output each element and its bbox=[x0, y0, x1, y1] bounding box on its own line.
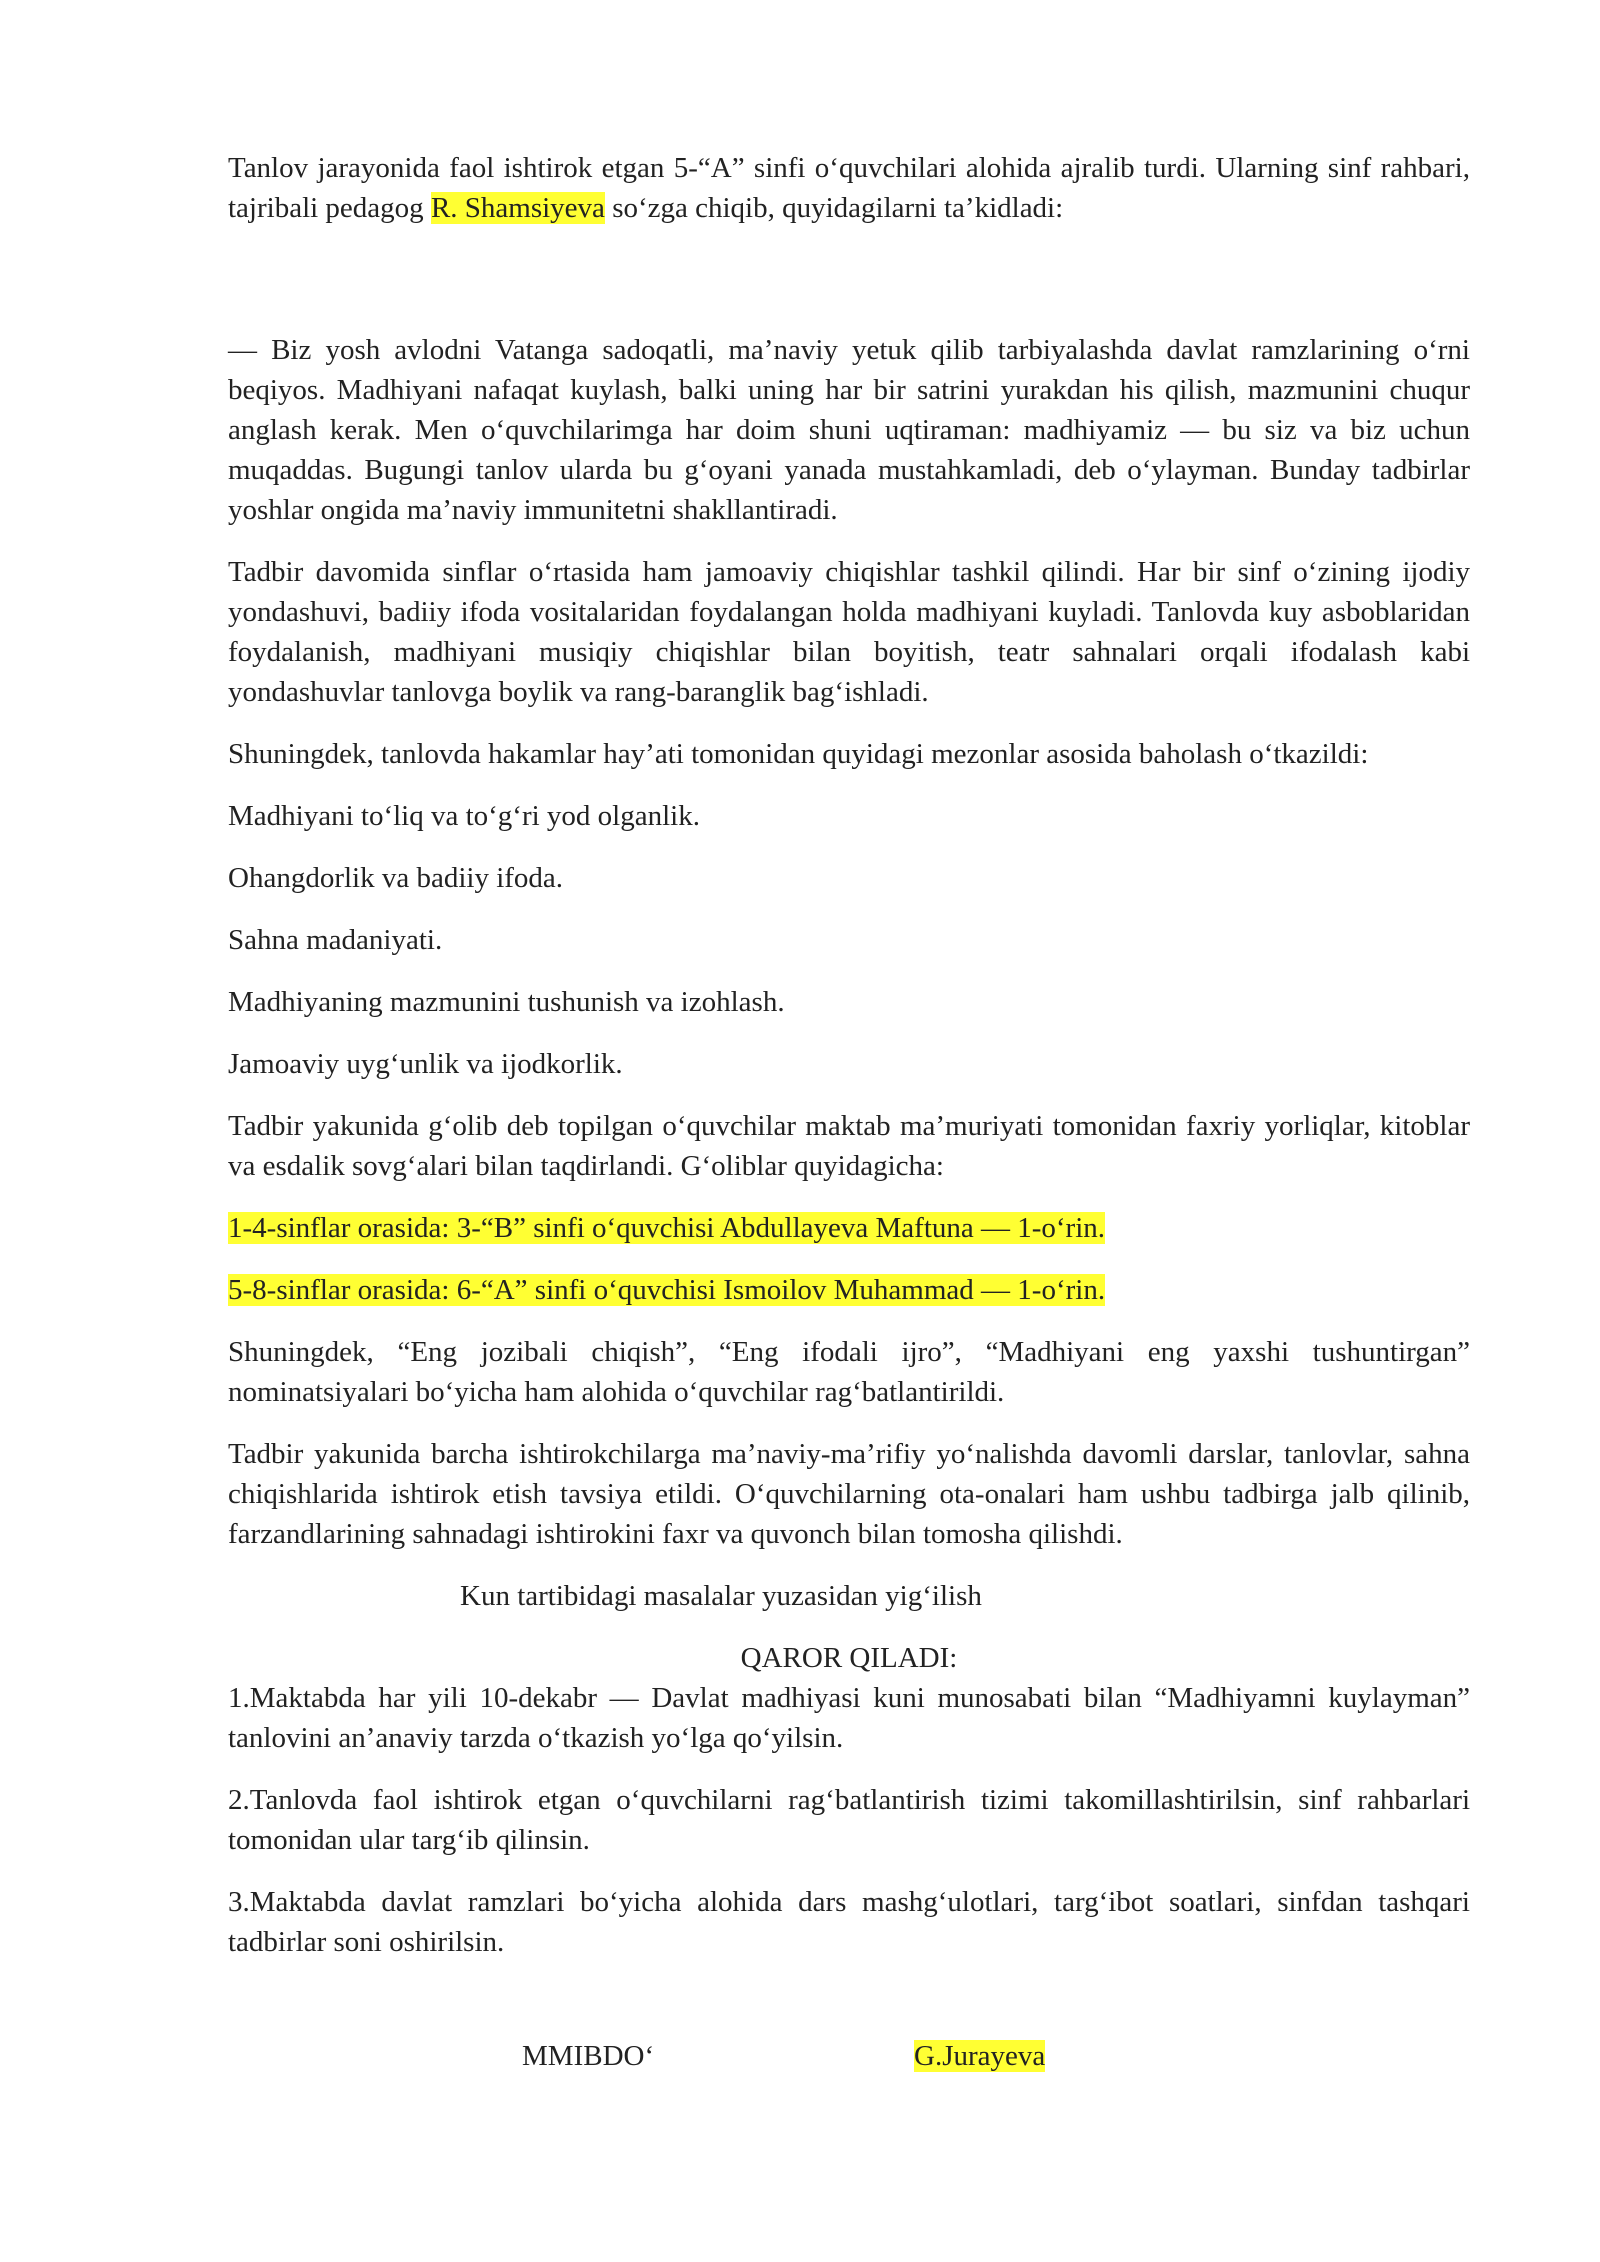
winner-line bbox=[228, 1208, 1470, 1248]
winner-line bbox=[228, 1270, 1470, 1310]
agenda-line: Kun tartibidagi masalalar yuzasidan yigʻilish bbox=[460, 1580, 982, 1612]
decision-item: 2.Tanlovda faol ishtirok etgan oʻquvchilarni ragʻbatlantirish tizimi takomillashtirilsin, sinf rahbarlari tomonidan ular targʻib qilinsin. bbox=[228, 1784, 1470, 1856]
criteria-item: Sahna madaniyati. bbox=[228, 924, 443, 956]
criteria-intro-paragraph: Shuningdek, tanlovda hakamlar hayʼati tomonidan quyidagi mezonlar asosida baholash oʻtkazildi: bbox=[228, 738, 1369, 770]
winners-intro-paragraph: Tadbir yakunida gʻolib deb topilgan oʻquvchilar maktab maʼmuriyati tomonidan faxriy yorliqlar, kitoblar va esdalik sovgʻalari bilan taqdirlandi. Gʻoliblar quyidagicha: bbox=[228, 1110, 1470, 1182]
speech-paragraph: — Biz yosh avlodni Vatanga sadoqatli, maʼnaviy yetuk qilib tarbiyalashda davlat ramzlarining oʻrni beqiyos. Madhiyani nafaqat kuylash, balki uning har bir satrini yurakdan his qilish, mazmunini chuqur anglash kerak. Men oʻquvchilarimga har doim shuni uqtiraman: madhiyamiz — bu siz va biz uchun muqaddas. Bugungi tanlov ularda bu gʻoyani yanada mustahkamladi, deb oʻylayman. Bunday tadbirlar yoshlar ongida maʼnaviy immunitetni shakllantiradi. bbox=[228, 334, 1470, 526]
nominations-paragraph: Shuningdek, “Eng jozibali chiqish”, “Eng ifodali ijro”, “Madhiyani eng yaxshi tushuntirgan” nominatsiyalari boʻyicha ham alohida oʻquvchilar ragʻbatlantirildi. bbox=[228, 1336, 1470, 1408]
signature-name-highlight: G.Jurayeva bbox=[914, 2040, 1046, 2072]
closing-paragraph: Tadbir yakunida barcha ishtirokchilarga maʼnaviy-maʼrifiy yoʻnalishda davomli darslar, tanlovlar, sahna chiqishlarida ishtirok etish tavsiya etildi. Oʻquvchilarning ota-onalari ham ushbu tadbirga jalb qilinib, farzandlarining sahnadagi ishtirokini faxr va quvonch bilan tomosha qilishdi. bbox=[228, 1438, 1470, 1550]
winner-highlight: 5-8-sinflar orasida: 6-“A” sinfi oʻquvchisi Ismoilov Muhammad — 1-oʻrin. bbox=[228, 1274, 1106, 1306]
intro-text-after: soʻzga chiqib, quyidagilarni taʼkidladi: bbox=[604, 192, 1064, 224]
signature-name bbox=[914, 2036, 1045, 2076]
winner-highlight: 1-4-sinflar orasida: 3-“B” sinfi oʻquvchisi Abdullayeva Maftuna — 1-oʻrin. bbox=[228, 1212, 1106, 1244]
criteria-item: Jamoaviy uygʻunlik va ijodkorlik. bbox=[228, 1048, 623, 1080]
events-paragraph: Tadbir davomida sinflar oʻrtasida ham jamoaviy chiqishlar tashkil qilindi. Har bir sinf oʻzining ijodiy yondashuvi, badiiy ifoda vositalaridan foydalangan holda madhiyani kuyladi. Tanlovda kuy asboblaridan foydalanish, madhiyani musiqiy chiqishlar bilan boyitish, teatr sahnalari orqali ifodalash kabi yondashuvlar tanlovga boylik va rang-baranglik bagʻishladi. bbox=[228, 556, 1470, 708]
signature-title: MMIBDOʻ bbox=[522, 2040, 655, 2072]
decision-heading: QAROR QILADI: bbox=[740, 1642, 958, 1674]
intro-text-before: Tanlov jarayonida faol ishtirok etgan 5-“A” sinfi oʻquvchilari alohida ajralib turdi. Ularning sinf rahbari, tajribali pedagog bbox=[228, 152, 1470, 224]
criteria-item: Madhiyaning mazmunini tushunish va izohlash. bbox=[228, 986, 785, 1018]
document-body bbox=[228, 148, 1470, 1984]
criteria-item: Ohangdorlik va badiiy ifoda. bbox=[228, 862, 564, 894]
teacher-name-highlight: R. Shamsiyeva bbox=[430, 192, 605, 224]
criteria-item: Madhiyani toʻliq va toʻgʻri yod olganlik. bbox=[228, 800, 700, 832]
decision-item: 3.Maktabda davlat ramzlari boʻyicha alohida dars mashgʻulotlari, targʻibot soatlari, sinfdan tashqari tadbirlar soni oshirilsin. bbox=[228, 1886, 1470, 1958]
decision-item: 1.Maktabda har yili 10-dekabr — Davlat madhiyasi kuni munosabati bilan “Madhiyamni kuylayman” tanlovini anʼanaviy tarzda oʻtkazish yoʻlga qoʻyilsin. bbox=[228, 1682, 1470, 1754]
intro-paragraph bbox=[228, 148, 1470, 228]
